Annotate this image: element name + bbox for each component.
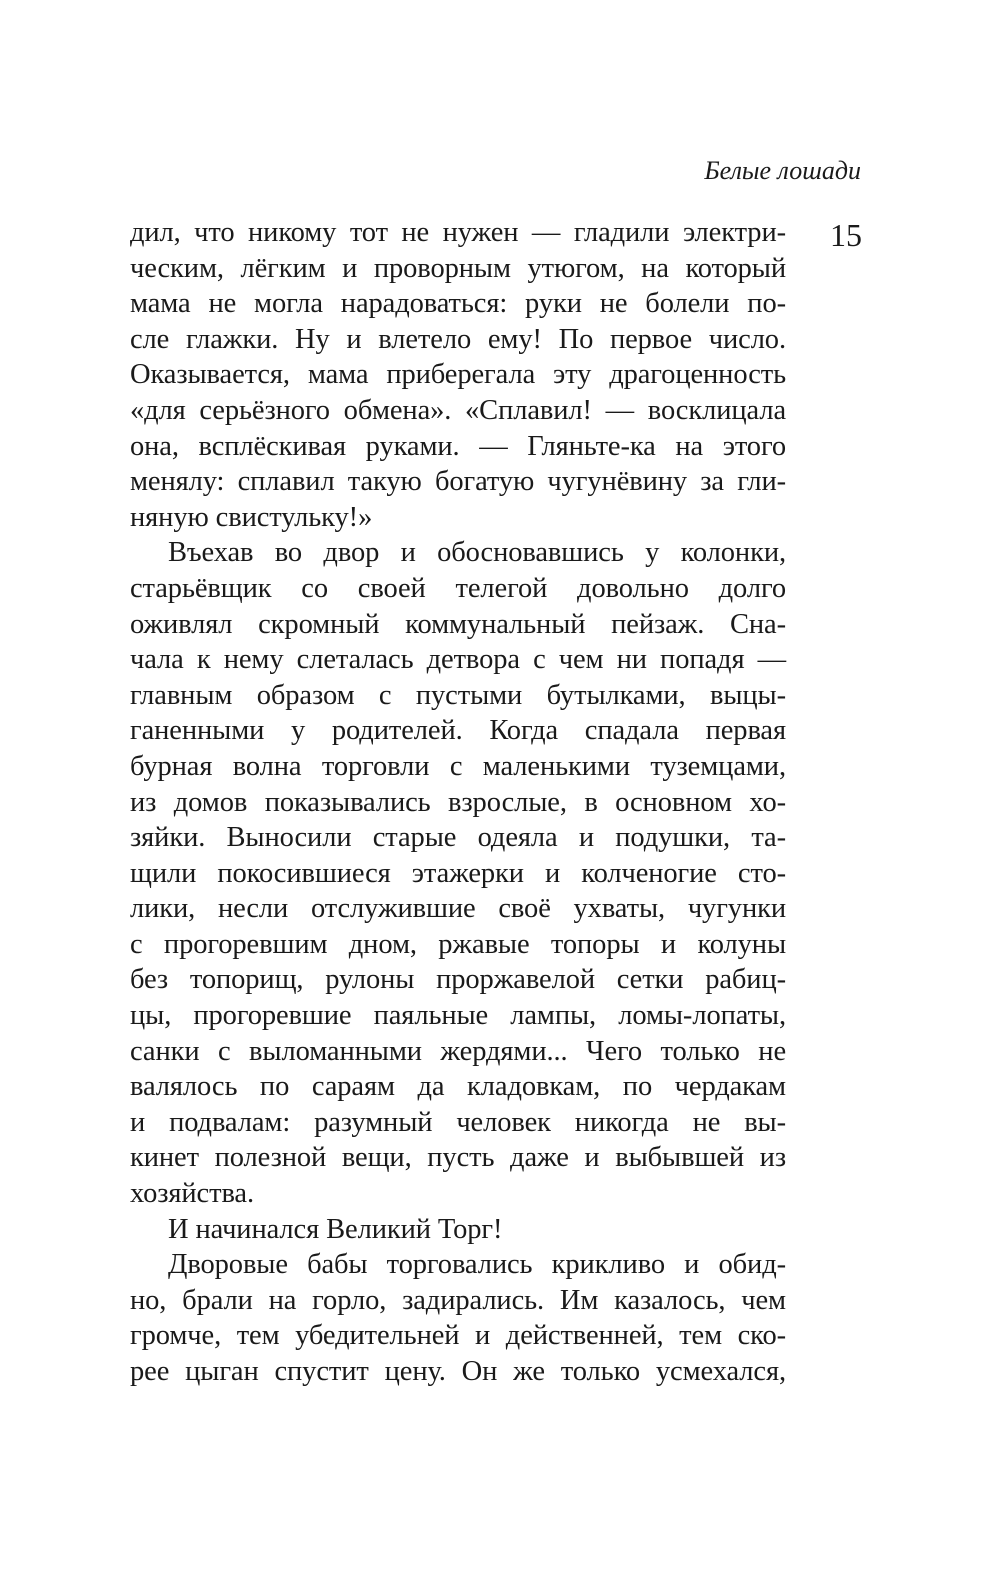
paragraph — [130, 1247, 786, 1389]
text-line: но, брали на горло, задирались. Им казалось, чем — [130, 1284, 786, 1316]
text-line: старьёвщик со своей телегой довольно долго — [130, 572, 786, 604]
text-line: цы, прогоревшие паяльные лампы, ломы-лопаты, — [130, 1000, 786, 1032]
running-title: Белые лошади — [704, 156, 861, 185]
text-line: менялу: сплавил такую богатую чугунёвину за гли- — [130, 466, 786, 498]
text-line: дил, что никому тот не нужен — гладили электри- — [130, 217, 786, 248]
text-line: Дворовые бабы торговались крикливо и обид- — [168, 1249, 786, 1281]
page-number: 15 — [830, 217, 862, 253]
text-line: Оказывается, мама приберегала эту драгоценность — [130, 359, 786, 391]
text-line: ческим, лёгким и проворным утюгом, на который — [130, 252, 786, 284]
text-line: бурная волна торговли с маленькими туземцами, — [130, 750, 786, 782]
text-line: няную свистульку!» — [130, 501, 373, 533]
paragraph — [130, 215, 786, 535]
text-line: щили покосившиеся этажерки и колченогие сто- — [130, 857, 786, 889]
text-line: она, всплёскивая руками. — Гляньте-ка на этого — [130, 430, 786, 462]
text-line: Въехав во двор и обосновавшись у колонки, — [168, 537, 786, 569]
text-line: из домов показывались взрослые, в основном хо- — [130, 786, 786, 818]
body-text — [130, 215, 786, 1390]
text-line: хозяйства. — [130, 1178, 254, 1210]
text-line: «для серьёзного обмена». «Сплавил! — восклицала — [130, 394, 786, 426]
text-line: с прогоревшим дном, ржавые топоры и колуны — [130, 928, 786, 960]
paragraph — [130, 1212, 786, 1248]
text-line: и подвалам: разумный человек никогда не вы- — [130, 1106, 786, 1138]
text-line: оживлял скромный коммунальный пейзаж. Сна- — [130, 608, 786, 640]
paragraph — [130, 535, 786, 1211]
text-line: ганенными у родителей. Когда спадала первая — [130, 715, 786, 747]
text-line: кинет полезной вещи, пусть даже и выбывшей из — [130, 1142, 786, 1174]
text-line: громче, тем убедительней и действенней, тем ско- — [130, 1320, 786, 1352]
text-line: мама не могла нарадоваться: руки не болели по- — [130, 288, 786, 320]
text-line: чала к нему слеталась детвора с чем ни попадя — — [130, 644, 786, 676]
text-line: И начинался Великий Торг! — [168, 1213, 503, 1245]
text-line: лики, несли отслужившие своё ухваты, чугунки — [130, 893, 786, 925]
text-line: зяйки. Выносили старые одеяла и подушки, та- — [130, 822, 786, 854]
text-line: главным образом с пустыми бутылками, выцы- — [130, 679, 786, 711]
text-line: санки с выломанными жердями... Чего только не — [130, 1035, 786, 1067]
text-line: без топорищ, рулоны проржавелой сетки рабиц- — [130, 964, 786, 996]
text-line: валялось по сараям да кладовкам, по чердакам — [130, 1071, 786, 1103]
text-line: сле глажки. Ну и влетело ему! По первое число. — [130, 323, 786, 355]
text-line: рее цыган спустит цену. Он же только усмехался, — [130, 1356, 786, 1387]
